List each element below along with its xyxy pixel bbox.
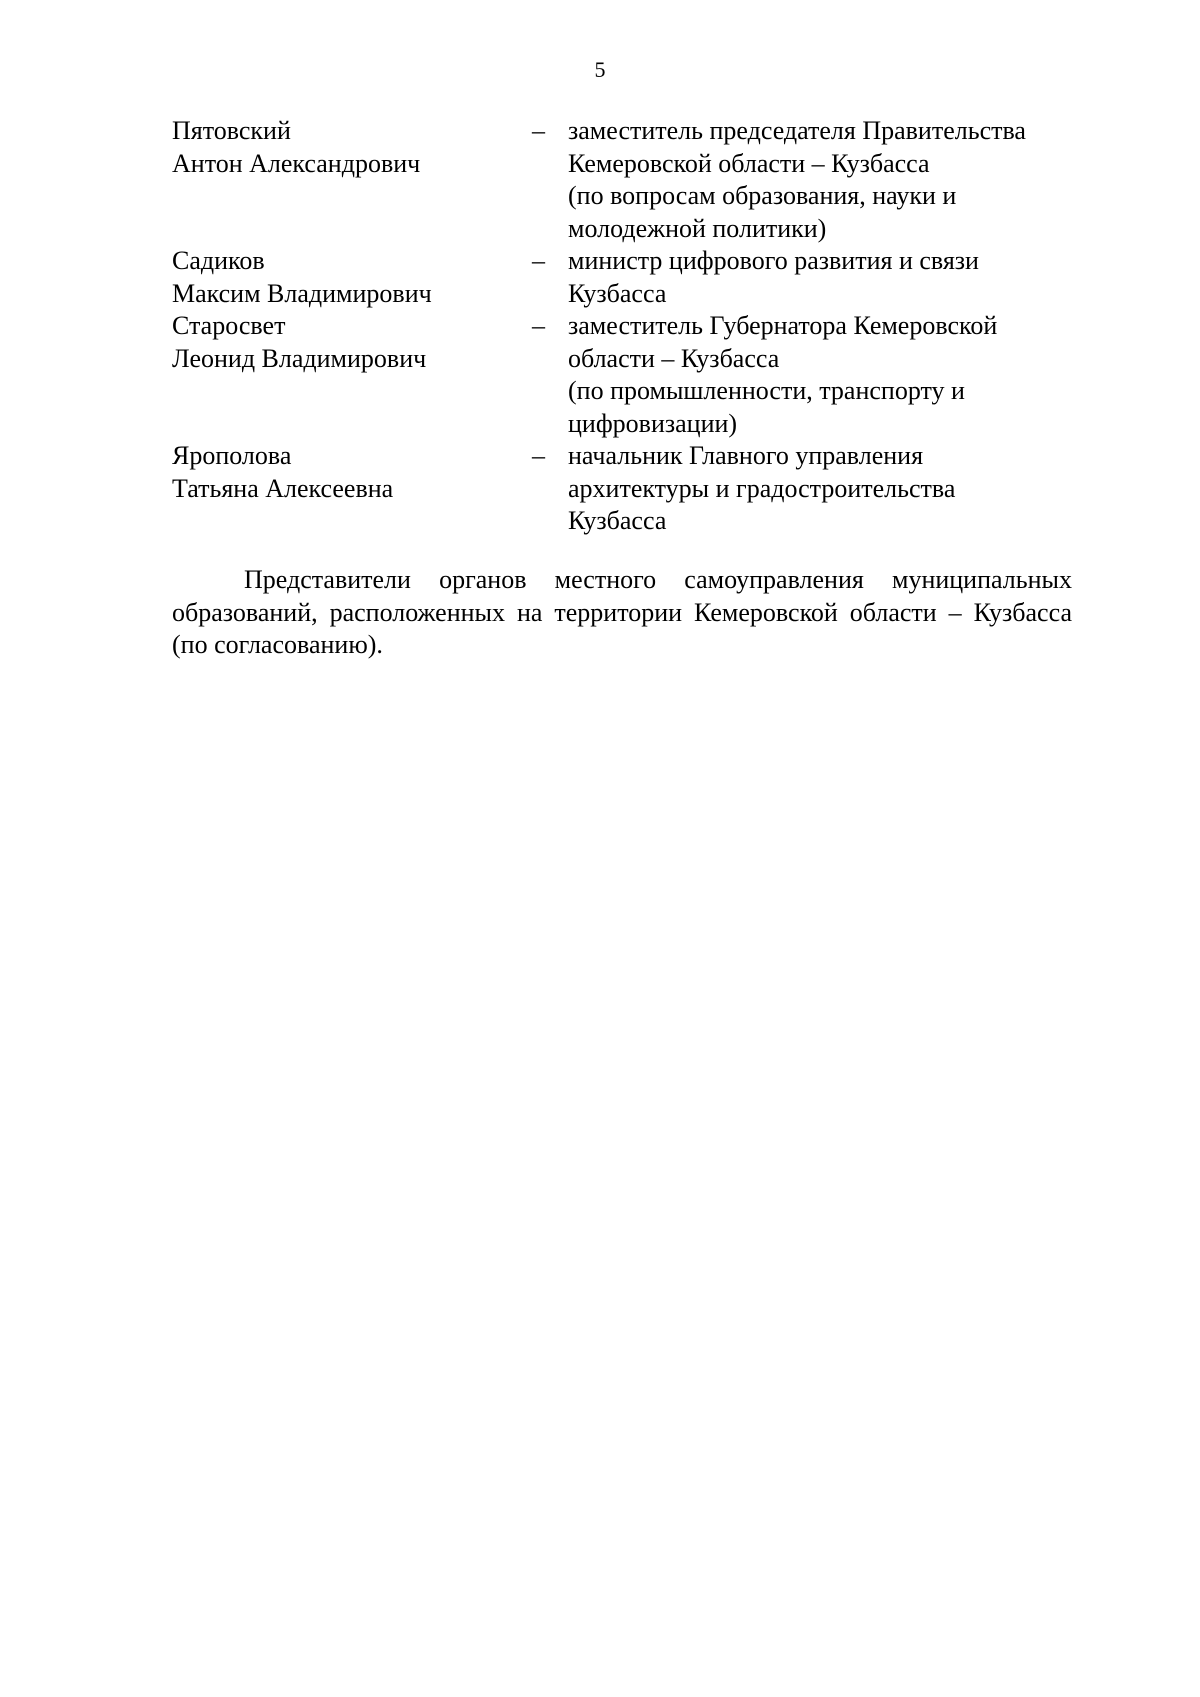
member-role-line: (по вопросам образования, науки и xyxy=(568,181,957,210)
closing-paragraph: Представители органов местного самоуправления муниципальных образований, расположенных на территории Кемеровской области – Кузбасса (по согласованию). xyxy=(172,565,1072,659)
member-surname: Садиков xyxy=(172,246,265,275)
member-role-line: министр цифрового развития и связи xyxy=(568,246,979,275)
member-entry xyxy=(172,440,1072,538)
member-given-names: Антон Александрович xyxy=(172,148,421,178)
member-entry xyxy=(172,310,1072,440)
member-given-names: Леонид Владимирович xyxy=(172,343,427,373)
member-surname: Ярополова xyxy=(172,441,292,470)
member-role-line: заместитель председателя Правительства xyxy=(568,116,1026,145)
member-role-line: Кузбасса xyxy=(568,278,667,308)
members-list xyxy=(172,115,1072,538)
member-role xyxy=(568,245,1072,310)
member-role xyxy=(568,310,1072,440)
member-role-line: архитектуры и градостроительства xyxy=(568,473,956,503)
member-surname: Старосвет xyxy=(172,311,286,340)
member-entry xyxy=(172,245,1072,310)
member-given-names: Максим Владимирович xyxy=(172,278,432,308)
member-name xyxy=(172,310,532,440)
member-surname: Пятовский xyxy=(172,116,291,145)
member-name xyxy=(172,440,532,538)
member-role-line: заместитель Губернатора Кемеровской xyxy=(568,311,998,340)
member-given-names: Татьяна Алексеевна xyxy=(172,473,394,503)
member-role-line: Кемеровской области – Кузбасса xyxy=(568,148,930,178)
member-dash: – xyxy=(532,441,545,470)
member-role xyxy=(568,115,1072,245)
member-dash: – xyxy=(532,246,545,275)
member-role-line: области – Кузбасса xyxy=(568,343,780,373)
member-name xyxy=(172,245,532,310)
member-role-line: начальник Главного управления xyxy=(568,441,924,470)
member-entry xyxy=(172,115,1072,245)
member-role xyxy=(568,440,1072,538)
member-dash: – xyxy=(532,116,545,145)
member-name xyxy=(172,115,532,245)
page-number: 5 xyxy=(594,57,606,82)
member-role-line: молодежной политики) xyxy=(568,213,827,243)
member-role-line: (по промышленности, транспорту и xyxy=(568,376,965,405)
member-dash: – xyxy=(532,311,545,340)
member-role-line: цифровизации) xyxy=(568,408,738,438)
member-role-line: Кузбасса xyxy=(568,506,667,535)
